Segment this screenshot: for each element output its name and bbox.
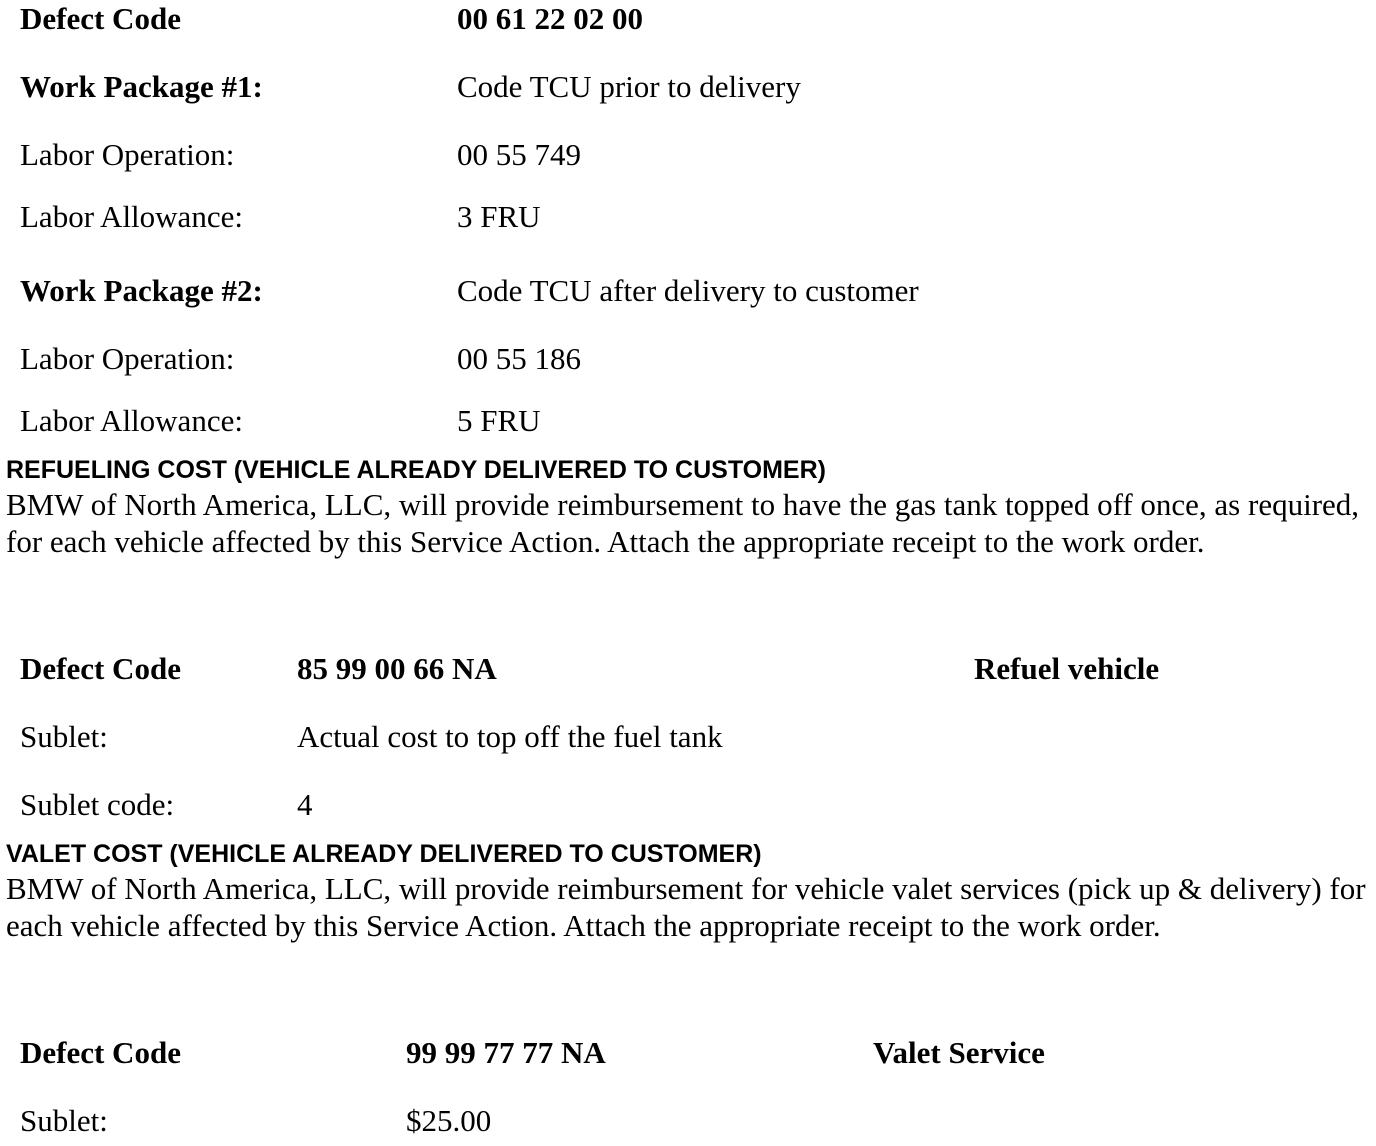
wp1-labor-operation-value: 00 55 749: [457, 137, 581, 172]
valet-heading: VALET COST (VEHICLE ALREADY DELIVERED TO CUSTOMER): [6, 840, 762, 868]
refuel-defect-code-value: 85 99 00 66 NA: [297, 651, 497, 686]
wp2-labor-allowance-label: Labor Allowance:: [20, 403, 243, 438]
valet-sublet-label: Sublet:: [20, 1103, 108, 1138]
wp1-labor-allowance-label: Labor Allowance:: [20, 199, 243, 234]
refuel-sublet-label: Sublet:: [20, 719, 108, 754]
wp1-labor-operation-label: Labor Operation:: [20, 137, 235, 172]
valet-sublet-value: $25.00: [406, 1103, 492, 1138]
refueling-heading: REFUELING COST (VEHICLE ALREADY DELIVERED TO CUSTOMER): [6, 456, 826, 484]
tcu-defect-code-value: 00 61 22 02 00: [457, 1, 643, 36]
work-package-1-value: Code TCU prior to delivery: [457, 69, 801, 104]
valet-defect-code-value: 99 99 77 77 NA: [406, 1035, 606, 1070]
work-package-2-value: Code TCU after delivery to customer: [457, 273, 919, 308]
refuel-defect-description: Refuel vehicle: [974, 651, 1160, 686]
refuel-sublet-value: Actual cost to top off the fuel tank: [297, 719, 723, 754]
valet-defect-description: Valet Service: [873, 1035, 1045, 1070]
refuel-defect-code-label: Defect Code: [20, 651, 181, 686]
tcu-defect-code-label: Defect Code: [20, 1, 181, 36]
wp2-labor-allowance-value: 5 FRU: [457, 403, 541, 438]
refuel-sublet-code-label: Sublet code:: [20, 787, 175, 822]
wp2-labor-operation-value: 00 55 186: [457, 341, 581, 376]
refueling-paragraph: BMW of North America, LLC, will provide reimbursement to have the gas tank topped off once, as required, for each vehicle affected by this Service Action. Attach the appropriate receipt to the work order.: [6, 487, 1360, 559]
valet-defect-code-label: Defect Code: [20, 1035, 181, 1070]
work-package-2-label: Work Package #2:: [20, 273, 263, 308]
wp1-labor-allowance-value: 3 FRU: [457, 199, 541, 234]
wp2-labor-operation-label: Labor Operation:: [20, 341, 235, 376]
work-package-1-label: Work Package #1:: [20, 69, 263, 104]
refuel-sublet-code-value: 4: [297, 787, 313, 822]
valet-paragraph: BMW of North America, LLC, will provide reimbursement for vehicle valet services (pick up & delivery) for each vehicle affected by this Service Action. Attach the appropriate receipt to the work order.: [6, 871, 1366, 943]
